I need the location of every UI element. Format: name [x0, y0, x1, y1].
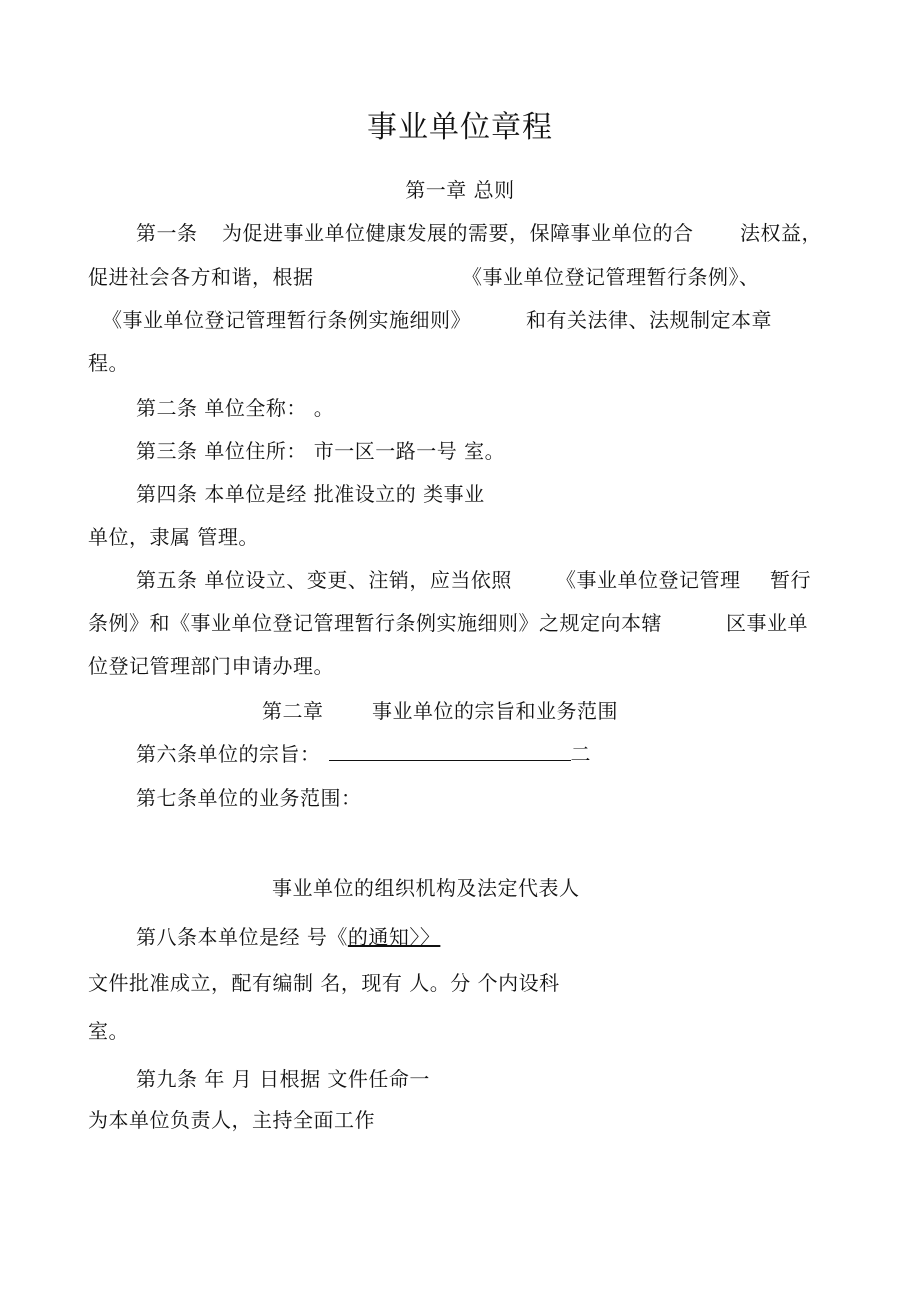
article-4-line2: 单位，隶属 管理。: [88, 525, 259, 549]
article-3: 第三条 单位住所： 市一区一路一号 室。: [136, 439, 506, 463]
article-1-line2-regulation: 《事业单位登记管理暂行条例》、: [462, 265, 760, 289]
article-1-text-part1: 为促进事业单位健康发展的需要，保障事业单位的合: [222, 221, 694, 245]
article-8-line2: 文件批准成立，配有编制 名，现有 人。分 个内设科: [88, 971, 560, 995]
article-9-line2: 为本单位负责人，主持全面工作: [88, 1108, 375, 1132]
article-1-line4: 程。: [88, 351, 129, 375]
article-6: [136, 742, 591, 766]
article-1-line3-rules: 《事业单位登记管理暂行条例实施细则》: [102, 308, 471, 332]
article-5-line1-b: 《事业单位登记管理: [556, 568, 741, 592]
article-8-notice-title: 的通知〉〉: [347, 925, 441, 949]
chapter-2-title: 事业单位的宗旨和业务范围: [372, 699, 618, 723]
article-1-line3-b: 和有关法律、法规制定本章: [526, 308, 772, 332]
article-5-line1-c: 暂行: [770, 568, 811, 592]
article-5-line3: 位登记管理部门申请办理。: [88, 654, 334, 678]
article-4-line1: 第四条 本单位是经 批准设立的 类事业: [136, 482, 485, 506]
chapter-1-heading: 第一章 总则: [405, 178, 515, 202]
chapter-2-number: 第二章: [262, 699, 324, 723]
article-5-line2-a: 条例》和《事业单位登记管理暂行条例实施细则》之规定向本辖: [88, 611, 662, 635]
article-6-tail: 二: [570, 742, 591, 766]
article-8-line1: [136, 925, 440, 949]
article-1-label: 第一条: [136, 221, 198, 245]
document-title: 事业单位章程: [367, 110, 553, 145]
article-5-line2-b: 区事业单: [726, 611, 808, 635]
article-7: 第七条单位的业务范围：: [136, 786, 362, 810]
article-8-line3: 室。: [88, 1019, 129, 1043]
article-9-line1: 第九条 年 月 日根据 文件任命一: [136, 1067, 430, 1091]
article-1-text-part2: 法权益，: [740, 221, 822, 245]
article-1-line2-a: 促进社会各方和谐，根据: [88, 265, 314, 289]
chapter-3-title: 事业单位的组织机构及法定代表人: [272, 876, 580, 900]
article-6-blank-line: [329, 742, 571, 761]
article-6-label: 第六条单位的宗旨：: [136, 742, 321, 766]
article-8-line1-a: 第八条本单位是经 号《: [136, 925, 348, 949]
article-5-line1-a: 第五条 单位设立、变更、注销，应当依照: [136, 568, 512, 592]
article-2: 第二条 单位全称： 。: [136, 396, 335, 420]
